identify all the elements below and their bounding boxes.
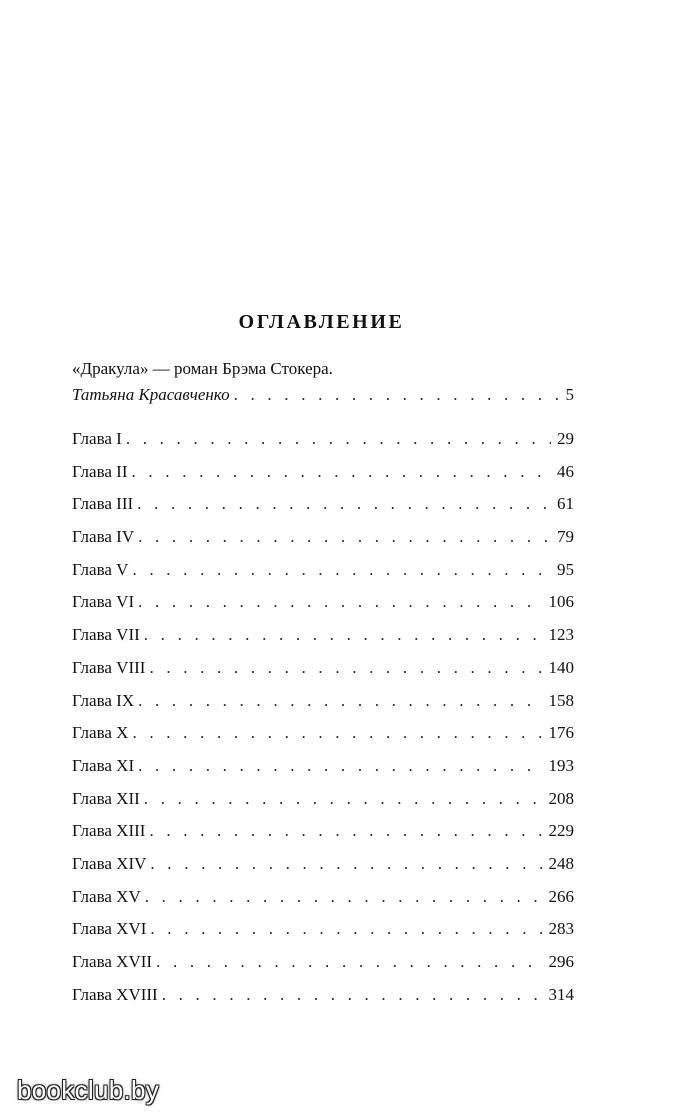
dot-leader	[132, 456, 552, 489]
dot-leader	[156, 946, 542, 979]
chapter-page-number: 140	[548, 657, 574, 677]
toc-chapter-row[interactable]	[72, 652, 574, 685]
chapter-page-number: 193	[548, 755, 574, 775]
chapter-page-number: 61	[557, 494, 574, 514]
chapter-label: Глава III	[72, 494, 134, 514]
dot-leader	[162, 979, 543, 1012]
dot-leader	[234, 382, 560, 408]
dot-leader	[126, 423, 551, 456]
chapter-label: Глава XV	[72, 886, 141, 906]
chapter-label: Глава XVI	[72, 919, 147, 939]
toc-chapter-row[interactable]	[72, 848, 574, 881]
dot-leader	[150, 848, 542, 881]
toc-chapter-row[interactable]	[72, 456, 574, 489]
chapter-label: Глава I	[72, 429, 122, 448]
toc-chapter-row[interactable]	[72, 783, 574, 816]
chapter-label: Глава XII	[72, 788, 140, 808]
chapter-page-number: 229	[548, 821, 574, 841]
chapter-label: Глава XIII	[72, 821, 146, 841]
chapter-page-number: 314	[548, 984, 574, 1004]
preface-page-number: 5	[565, 385, 574, 404]
toc-preface-entry[interactable]	[72, 356, 574, 408]
dot-leader	[138, 750, 542, 783]
dot-leader	[138, 685, 542, 718]
chapter-page-number: 79	[557, 527, 574, 547]
dot-leader	[144, 783, 543, 816]
chapter-list	[72, 423, 574, 1011]
chapter-label: Глава VIII	[72, 657, 146, 677]
chapter-page-number: 208	[548, 788, 574, 808]
chapter-label: Глава IX	[72, 690, 135, 710]
dot-leader	[149, 652, 542, 685]
dot-leader	[145, 881, 543, 914]
bookclub-watermark: bookclub.by	[17, 1075, 160, 1105]
chapter-page-number: 158	[548, 690, 574, 710]
dot-leader	[150, 913, 542, 946]
chapter-page-number: 176	[548, 723, 574, 743]
preface-title: «Дракула» — роман Брэма Стокера.	[72, 359, 333, 378]
toc-chapter-row[interactable]	[72, 881, 574, 914]
chapter-page-number: 46	[557, 461, 574, 481]
chapter-page-number: 283	[548, 919, 574, 939]
chapter-page-number: 95	[557, 559, 574, 579]
toc-chapter-row[interactable]	[72, 750, 574, 783]
toc-chapter-row[interactable]	[72, 979, 574, 1012]
toc-chapter-row[interactable]	[72, 685, 574, 718]
toc-chapter-row[interactable]	[72, 619, 574, 652]
chapter-label: Глава XIV	[72, 853, 147, 873]
toc-chapter-row[interactable]	[72, 423, 574, 456]
chapter-label: Глава XVIII	[72, 984, 158, 1004]
dot-leader	[138, 586, 542, 619]
dot-leader	[138, 521, 551, 554]
dot-leader	[132, 717, 542, 750]
chapter-label: Глава VI	[72, 592, 135, 612]
chapter-page-number: 123	[548, 625, 574, 645]
dot-leader	[149, 815, 542, 848]
chapter-label: Глава IV	[72, 527, 135, 547]
chapter-page-number: 106	[548, 592, 574, 612]
toc-chapter-row[interactable]	[72, 717, 574, 750]
dot-leader	[132, 554, 551, 587]
dot-leader	[144, 619, 543, 652]
chapter-label: Глава V	[72, 559, 129, 579]
chapter-page-number: 296	[548, 952, 574, 971]
chapter-label: Глава VII	[72, 625, 140, 645]
toc-chapter-row[interactable]	[72, 913, 574, 946]
toc-chapter-row[interactable]	[72, 586, 574, 619]
chapter-page-number: 266	[548, 886, 574, 906]
toc-title: ОГЛАВЛЕНИЕ	[238, 311, 405, 333]
chapter-page-number: 248	[548, 853, 574, 873]
toc-chapter-row[interactable]	[72, 815, 574, 848]
preface-author: Татьяна Красавченко	[72, 385, 230, 404]
chapter-label: Глава XI	[72, 755, 135, 775]
chapter-label: Глава X	[72, 723, 129, 743]
preface-author-row	[72, 382, 574, 408]
toc-chapter-row[interactable]	[72, 488, 574, 521]
chapter-page-number: 29	[557, 429, 574, 448]
toc-chapter-row[interactable]	[72, 946, 574, 979]
toc-chapter-row[interactable]	[72, 554, 574, 587]
toc-chapter-row[interactable]	[72, 521, 574, 554]
dot-leader	[137, 488, 551, 521]
chapter-label: Глава II	[72, 461, 128, 481]
chapter-label: Глава XVII	[72, 952, 153, 971]
